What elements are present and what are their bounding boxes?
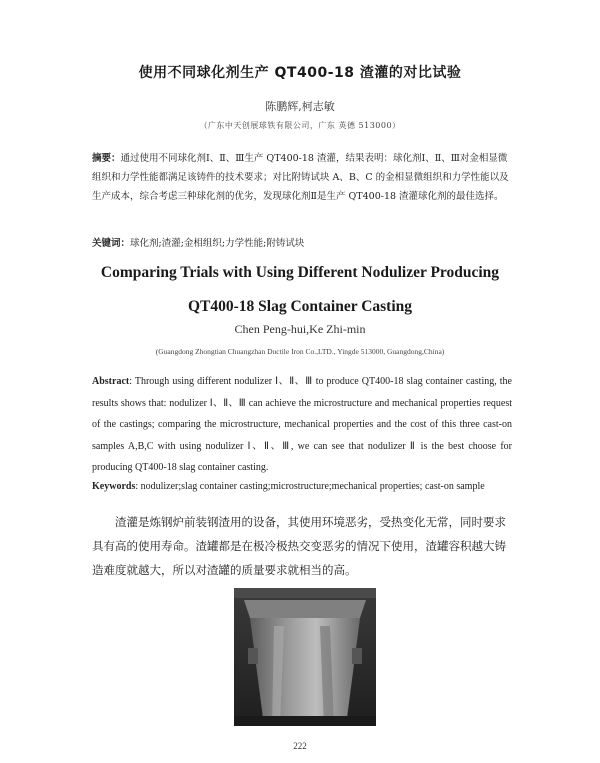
chinese-abstract	[92, 149, 512, 206]
english-title-line-1: Comparing Trials with Using Different Nodulizer Producing	[100, 264, 500, 281]
english-keywords	[92, 480, 532, 494]
english-keywords-text: : nodulizer;slag container casting;microstructure;mechanical properties; cast-on sample	[135, 481, 485, 492]
chinese-keywords	[92, 236, 512, 252]
english-abstract-label: Abstract	[92, 376, 130, 387]
chinese-abstract-text: 通过使用不同球化剂Ⅰ、Ⅱ、Ⅲ生产 QT400-18 渣灌，结果表明：球化剂Ⅰ、Ⅱ、Ⅲ对金相显微组织和力学性能都满足该铸件的技术要求；对比附铸试块 A、B、C 的金相显微组织和力学性能以及生产成本，综合考虑三种球化剂的优劣，发现球化剂Ⅱ是生产 QT400-18 渣灌球化剂的最佳选择。	[92, 153, 509, 202]
english-affiliation: (Guangdong Zhongtian Chuangzhan Ductile Iron Co.,LTD., Yingde 513000, Guangdong,China)	[155, 347, 445, 356]
chinese-authors: 陈鹏辉,柯志敏	[265, 100, 335, 113]
english-title-line-2: QT400-18 Slag Container Casting	[187, 298, 413, 315]
chinese-keywords-label: 关键词：	[92, 238, 131, 249]
chinese-keywords-text: 球化剂;渣灌;金相组织;力学性能;附铸试块	[130, 238, 305, 249]
english-keywords-label: Keywords	[92, 481, 136, 492]
slag-container-photo	[234, 588, 376, 726]
chinese-abstract-label: 摘要：	[92, 153, 121, 164]
english-abstract	[92, 371, 512, 479]
page-number: 222	[293, 741, 307, 751]
slag-container-photo-image	[234, 588, 376, 726]
chinese-affiliation: （广东中天创展球铁有限公司，广东 英德 513000）	[199, 121, 401, 130]
body-paragraph: 渣灌是炼钢炉前装钢渣用的设备，其使用环境恶劣，受热变化无常，同时要求具有高的使用寿命。渣罐都是在极冷极热交变恶劣的情况下使用，渣罐容积越大铸造难度就越大，所以对渣罐的质量要求就相当的高。	[92, 515, 506, 577]
chinese-title: 使用不同球化剂生产 QT400-18 渣灌的对比试验	[138, 65, 462, 81]
english-authors: Chen Peng-hui,Ke Zhi-min	[234, 322, 366, 336]
english-abstract-text: : Through using different nodulizer Ⅰ、Ⅱ、Ⅲ to produce QT400-18 slag container casting, the results shows that: nodulizer Ⅰ、Ⅱ、Ⅲ can achieve the microstructure and mechanical properties request of the castings; comparing the microstructure, mechanical properties and the cost of this three cast-on samples A,B,C with using nodulizer Ⅰ、Ⅱ、Ⅲ, we can see that nodulizer Ⅱ is the best choose for producing QT400-18 slag container casting.	[92, 376, 512, 473]
